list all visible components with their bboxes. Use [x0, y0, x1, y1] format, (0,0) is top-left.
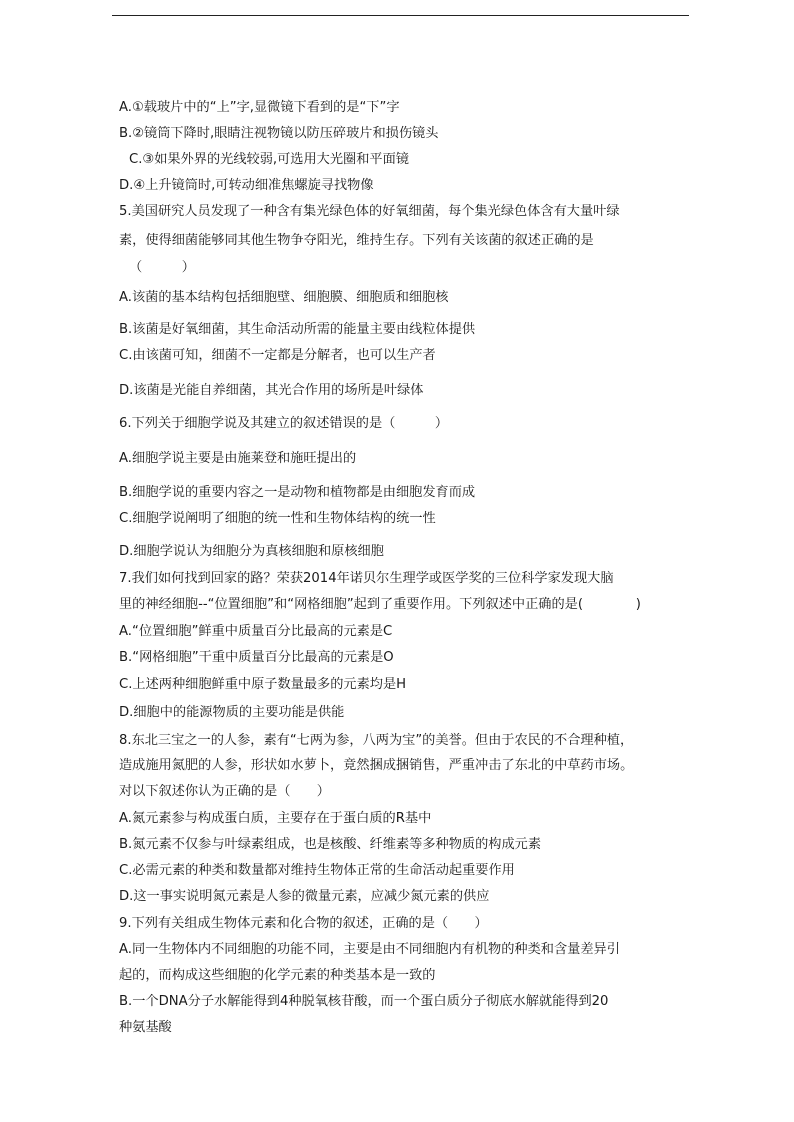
- option-b-q7: B.“网格细胞”干重中质量百分比最高的元素是O: [119, 650, 394, 665]
- option-a-q7: A.“位置细胞”鲜重中质量百分比最高的元素是C: [119, 624, 393, 639]
- question-6-stem: 6.下列关于细胞学说及其建立的叙述错误的是（ ）: [119, 416, 449, 431]
- question-5-stem: 5.美国研究人员发现了一种含有集光绿色体的好氧细菌，每个集光绿色体含有大量叶绿: [119, 204, 620, 219]
- answer-blank: （ ）: [129, 260, 195, 275]
- option-a-q8: A.氮元素参与构成蛋白质，主要存在于蛋白质的R基中: [119, 811, 432, 826]
- option-d-q4: D.④上升镜筒时,可转动细准焦螺旋寻找物像: [119, 178, 374, 193]
- option-b-q6: B.细胞学说的重要内容之一是动物和植物都是由细胞发育而成: [119, 485, 476, 500]
- option-a-q4: A.①载玻片中的“上”字,显微镜下看到的是“下”字: [119, 100, 400, 115]
- question-8-stem: 8.东北三宝之一的人参，素有“七两为参，八两为宝”的美誉。但由于农民的不合理种植，: [119, 733, 634, 748]
- option-c-q4: C.③如果外界的光线较弱,可选用大光圈和平面镜: [129, 152, 409, 167]
- option-a-q6: A.细胞学说主要是由施莱登和施旺提出的: [119, 451, 357, 466]
- option-a-q5: A.该菌的基本结构包括细胞壁、细胞膜、细胞质和细胞核: [119, 290, 449, 305]
- option-b-q9: B.一个DNA分子水解能得到4种脱氧核苷酸，而一个蛋白质分子彻底水解就能得到20: [119, 994, 609, 1009]
- option-d-q8: D.这一事实说明氮元素是人参的微量元素，应减少氮元素的供应: [119, 889, 490, 904]
- question-8-stem: 对以下叙述你认为正确的是（ ）: [119, 784, 330, 799]
- question-7-stem: 7.我们如何找到回家的路？荣获2014年诺贝尔生理学或医学奖的三位科学家发现大脑: [119, 571, 614, 586]
- option-d-q5: D.该菌是光能自养细菌，其光合作用的场所是叶绿体: [119, 383, 424, 398]
- question-7-stem: 里的神经细胞--“位置细胞”和“网格细胞”起到了重要作用。下列叙述中正确的是( ): [119, 597, 641, 612]
- option-a-q9-continued: 起的，而构成这些细胞的化学元素的种类基本是一致的: [119, 968, 436, 983]
- option-b-q8: B.氮元素不仅参与叶绿素组成，也是核酸、纤维素等多种物质的构成元素: [119, 837, 542, 852]
- option-c-q5: C.由该菌可知，细菌不一定都是分解者，也可以生产者: [119, 348, 436, 363]
- question-9-stem: 9.下列有关组成生物体元素和化合物的叙述，正确的是（ ）: [119, 916, 488, 931]
- question-5-stem: 素，使得细菌能够同其他生物争夺阳光，维持生存。下列有关该菌的叙述正确的是: [119, 233, 594, 248]
- option-b-q5: B.该菌是好氧细菌，其生命活动所需的能量主要由线粒体提供: [119, 322, 476, 337]
- option-a-q9: A.同一生物体内不同细胞的功能不同，主要是由不同细胞内有机物的种类和含量差异引: [119, 942, 620, 957]
- option-c-q7: C.上述两种细胞鲜重中原子数量最多的元素均是H: [119, 677, 407, 692]
- option-c-q6: C.细胞学说阐明了细胞的统一性和生物体结构的统一性: [119, 511, 436, 526]
- option-b-q9-continued: 种氨基酸: [119, 1020, 172, 1035]
- option-d-q7: D.细胞中的能源物质的主要功能是供能: [119, 705, 345, 720]
- option-d-q6: D.细胞学说认为细胞分为真核细胞和原核细胞: [119, 544, 384, 559]
- header-rule: [112, 15, 689, 16]
- question-8-stem: 造成施用氮肥的人参，形状如水萝卜，竟然捆成捆销售，严重冲击了东北的中草药市场。: [119, 758, 634, 773]
- option-c-q8: C.必需元素的种类和数量都对维持生物体正常的生命活动起重要作用: [119, 863, 515, 878]
- option-b-q4: B.②镜筒下降时,眼睛注视物镜以防压碎玻片和损伤镜头: [119, 126, 439, 141]
